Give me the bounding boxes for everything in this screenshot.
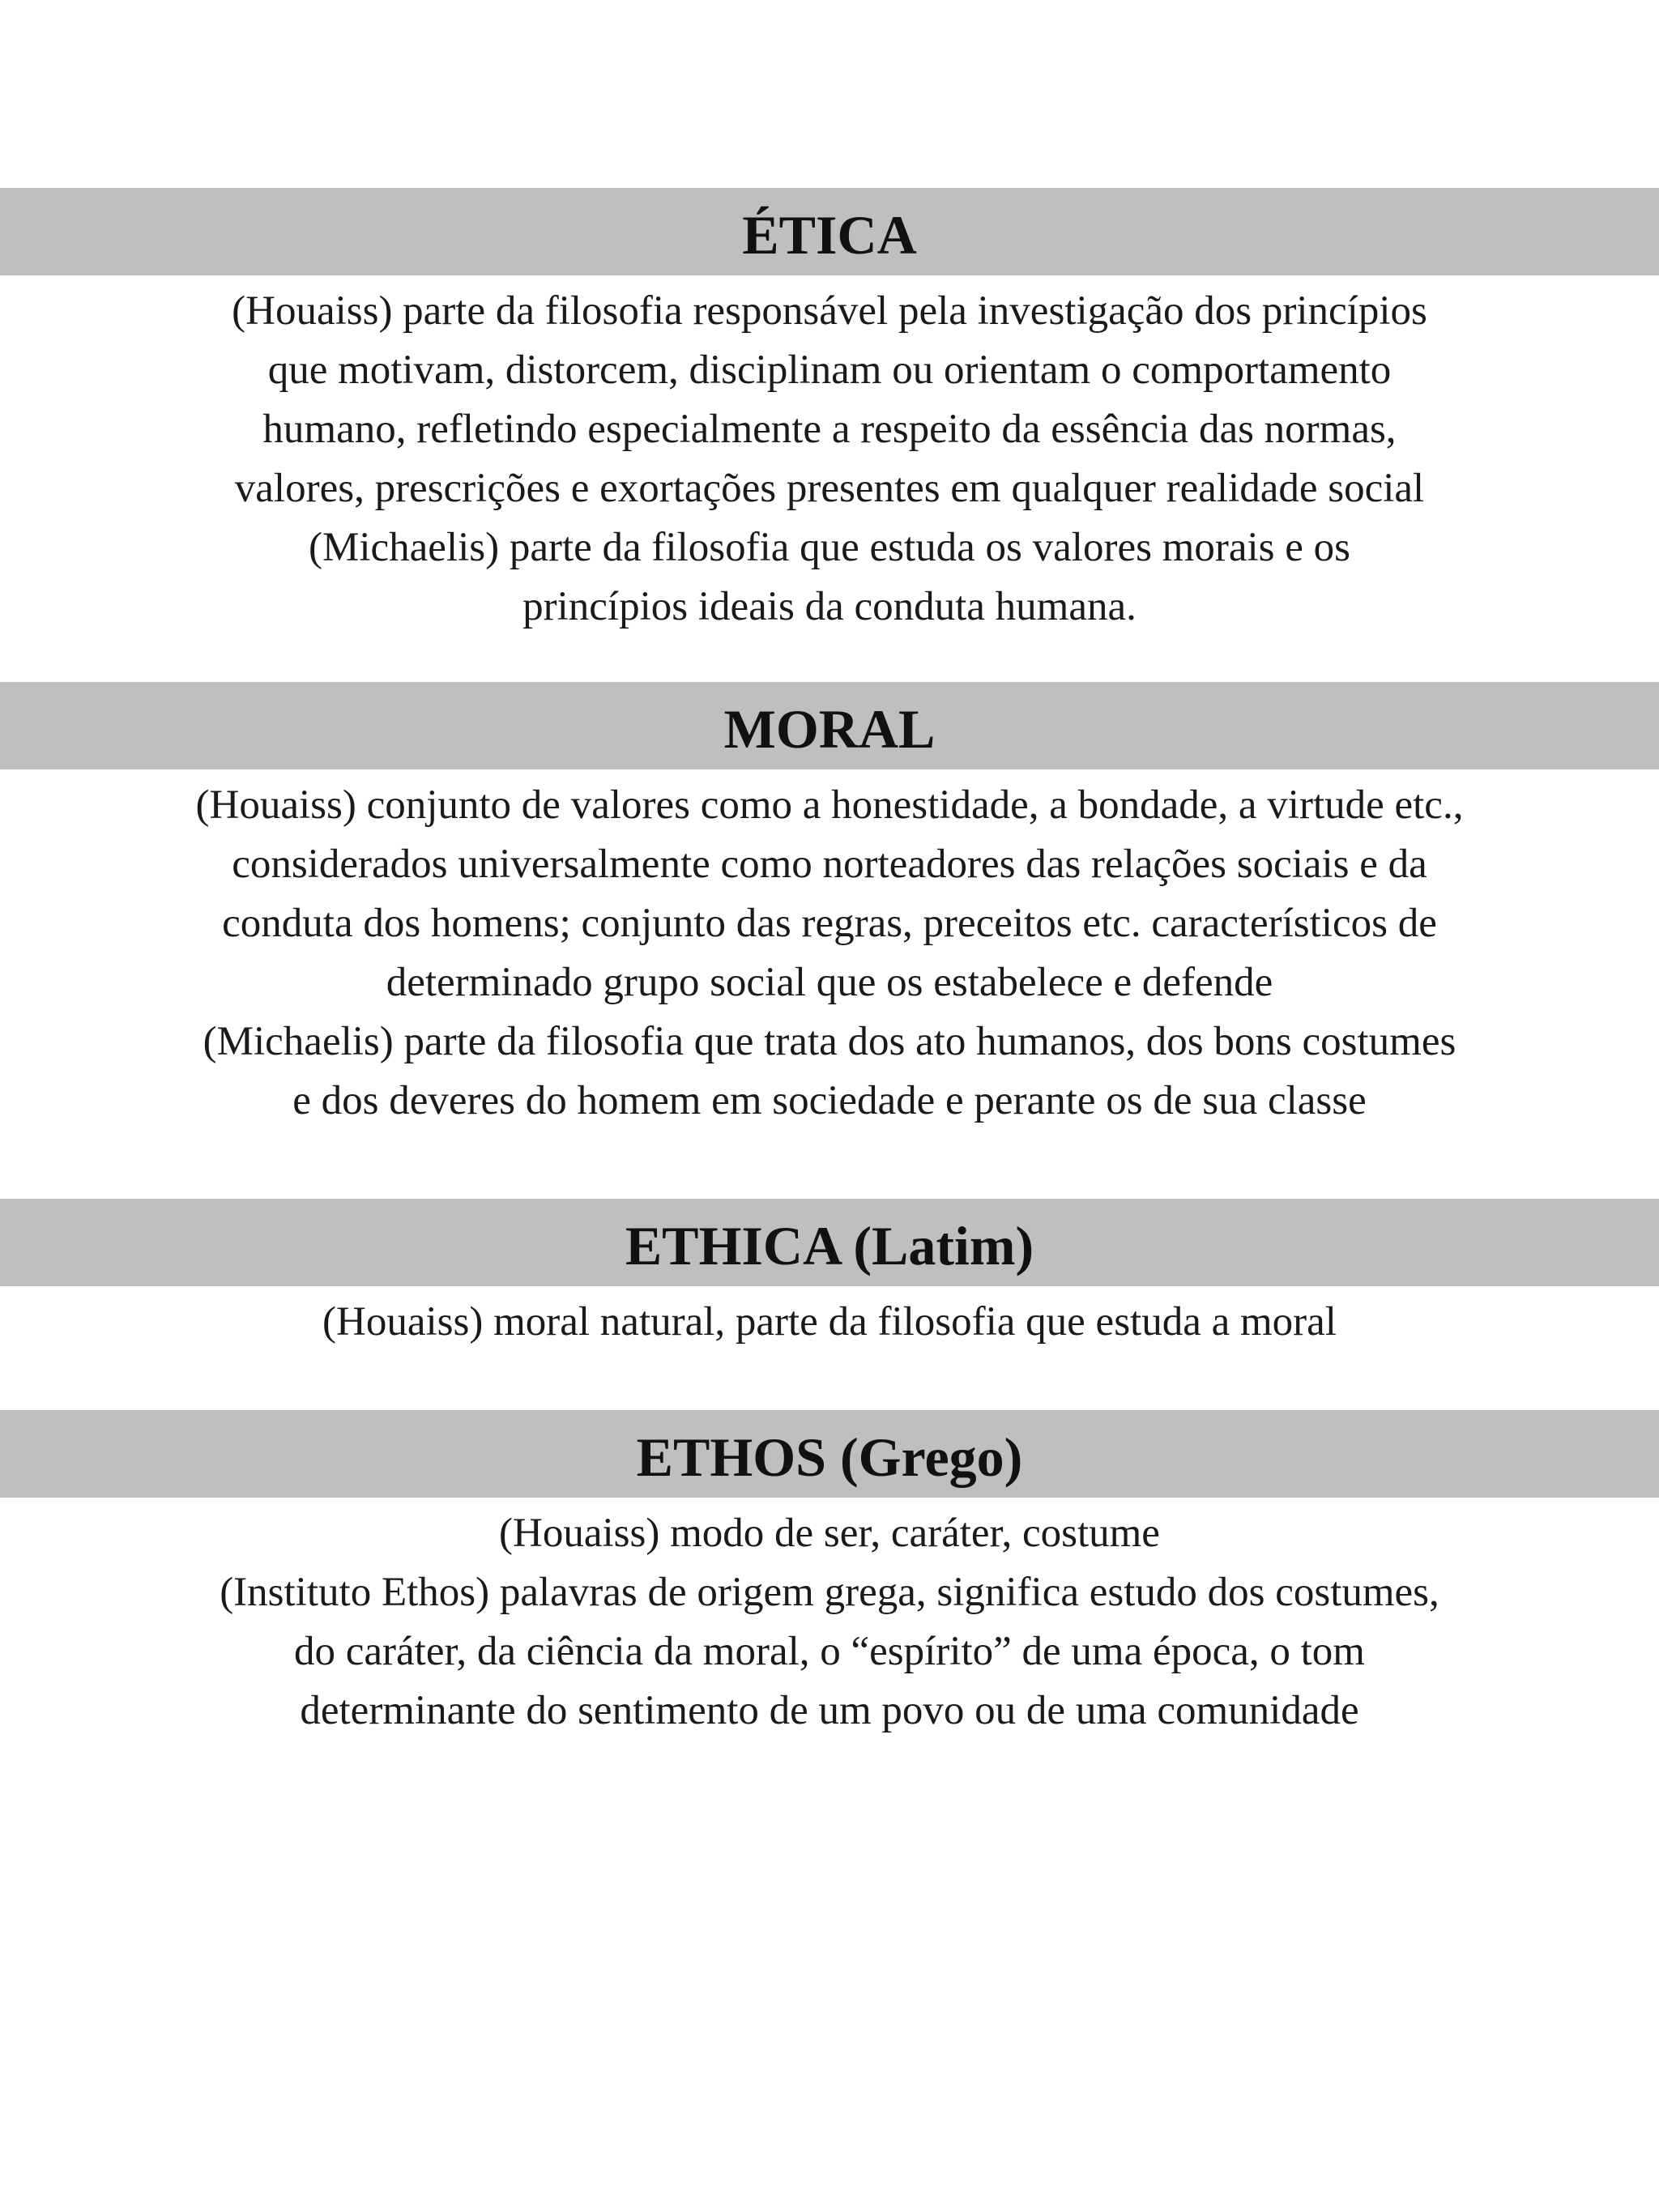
definition-line: valores, prescrições e exortações presentes em qualquer realidade social bbox=[234, 466, 1425, 511]
definition-line: determinado grupo social que os estabelece e defende bbox=[386, 960, 1273, 1005]
section-etica bbox=[0, 188, 1659, 637]
heading-moral: MORAL bbox=[723, 698, 936, 760]
definition-line: (Houaiss) parte da filosofia responsável pela investigação dos princípios bbox=[232, 288, 1427, 334]
heading-bar-moral bbox=[0, 682, 1659, 769]
definition-line: humano, refletindo especialmente a respeito da essência das normas, bbox=[262, 407, 1397, 452]
section-ethos bbox=[0, 1410, 1659, 1741]
section-ethica bbox=[0, 1199, 1659, 1352]
definition-line: (Houaiss) moral natural, parte da filosofia que estuda a moral bbox=[322, 1299, 1337, 1345]
definition-etica bbox=[0, 275, 1659, 637]
definition-line: considerados universalmente como norteadores das relações sociais e da bbox=[232, 842, 1427, 887]
definition-line: conduta dos homens; conjunto das regras, preceitos etc. característicos de bbox=[222, 901, 1437, 946]
definition-ethica bbox=[0, 1286, 1659, 1352]
definition-line: (Houaiss) conjunto de valores como a honestidade, a bondade, a virtude etc., bbox=[195, 782, 1464, 828]
heading-bar-ethica bbox=[0, 1199, 1659, 1286]
heading-ethica: ETHICA (Latim) bbox=[625, 1215, 1034, 1276]
section-moral bbox=[0, 682, 1659, 1131]
definition-line: determinante do sentimento de um povo ou de uma comunidade bbox=[300, 1688, 1359, 1733]
definition-line: do caráter, da ciência da moral, o “espírito” de uma época, o tom bbox=[294, 1629, 1365, 1674]
definition-line: (Instituto Ethos) palavras de origem grega, significa estudo dos costumes, bbox=[220, 1570, 1439, 1615]
definition-moral bbox=[0, 769, 1659, 1131]
definition-line: (Michaelis) parte da filosofia que trata dos ato humanos, dos bons costumes bbox=[203, 1019, 1456, 1064]
heading-bar-etica bbox=[0, 188, 1659, 275]
heading-etica: ÉTICA bbox=[742, 204, 917, 266]
heading-ethos: ETHOS (Grego) bbox=[636, 1426, 1023, 1488]
heading-bar-ethos bbox=[0, 1410, 1659, 1498]
definition-line: (Houaiss) modo de ser, caráter, costume bbox=[499, 1511, 1160, 1556]
definition-line: (Michaelis) parte da filosofia que estuda os valores morais e os bbox=[309, 525, 1350, 570]
definition-line: que motivam, distorcem, disciplinam ou orientam o comportamento bbox=[267, 347, 1392, 393]
definition-ethos bbox=[0, 1498, 1659, 1741]
definition-line: princípios ideais da conduta humana. bbox=[522, 584, 1137, 629]
definition-line: e dos deveres do homem em sociedade e perante os de sua classe bbox=[292, 1078, 1367, 1123]
